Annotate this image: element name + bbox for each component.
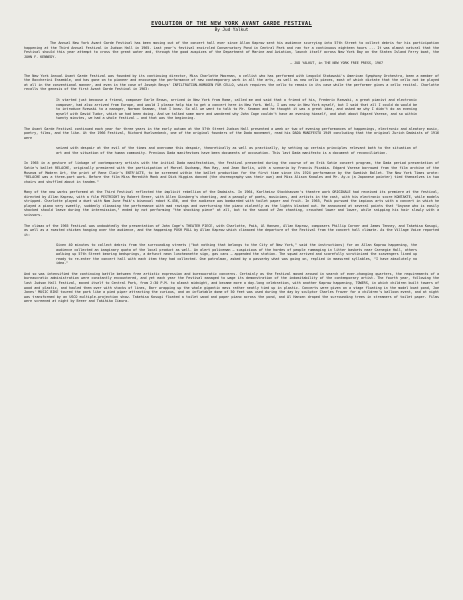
paragraph-founding: The New York Annual Avant Garde Festival was founded by its continuing director, Miss Charlotte Moorman, a cellist who has performed with Leopold Stokowski's American Symphony Orchestra, been a member of the Boccherini Ensemble, and has gone on to pioneer and encourage the performance of new contemporary work in all the arts, as well as new cello pieces, most of which dictate that the cello not be played at all in the conventional manner, and even in the case of Joseph Beuys' INFILTRATION-HOMOGEN FÜR CELLO, which requires the cello to remain in its case while the performer gives a cello recital. Charlotte recalls the genesis of the first Avant Garde Festival in 1963: <box>24 73 439 92</box>
quote-moorman: It started just because a friend, composer Earle Brown, arrived in New York from Rome, called me and said that a friend of his, Frederic Rzewski, a great pianist and electronic composer, had also arrived from Europe, and would I please help him to get a concert here in New York. Well, I was new in New York myself, but I said that all I could do would be to introduce Rzewski to a manager, Norman Seaman, that I knew. So all we went to talk to Mr. Seaman and he thought it was a great idea, and asked me why I didn't do an evening myself with David Tudor, which we had been doing. And we talked some more and wondered why John Cage couldn't have an evening himself, and what about Edgard Varese, and so within twenty minutes, we had a whole festival — and that was the beginning. <box>56 98 417 121</box>
paragraph-relache: In 1965 in a gesture of linkage of contemporary artists with the initial Dada manifestation, the Festival presented during the course of an Erik Satie concert program, the Dada period presentation of Satie's ballet RELACHE, originally premiered with the participation of Marcel Duchamp, Man Ray, and Jean Borlin, with a scenario by Francis Picabia. Edgard Varese borrowed from the film archive of the Museum of Modern Art, the print of Rene Clair's ENTR'ACTE, to be screened within the ballet production for the first time since its 1924 performance by the Swedish Ballet. The New York Times wrote: "RELACHE was a three-part work. Before the film Miss Meredith Monk and Dick Higgins danced (the choreography was their own) and Miss Alison Knowles and Mr. Ay-o (a Japanese painter) tied themselves in two chairs and shuffled about in tandem." <box>24 161 439 184</box>
quote-huelsenbeck: seized with despair at the evil of the times and overcame this despair, theoretically as well as practically, by setting up certain principles relevant both to the situation of art and the situation of the human community. Previous Dada manifestoes have been documents of accusation. This last Dada manifesto is a document of reconciliation. <box>56 146 417 155</box>
intro-citation: — JUD YALKUT, in THE NEW YORK FREE PRESS, 1967 <box>290 61 383 66</box>
author-byline: By Jud Yalkut <box>214 27 249 33</box>
paragraph-continuation: The Avant Garde Festival continued each year for three years in the early autumn at the 57th Street Judson Hall presented a week or two of evening performances of happenings, electronic and aleatory music, poetry, films, and the like. At the 1966 Festival, Richard Huelsenbeck, one of the original founders of the Dada movement, read his DADA MANIFESTO 1949 concluding that the original Zurich Dadaists of 1916 were <box>24 126 439 140</box>
paragraph-1965-climax: The climax of the 1965 Festival was undoubtedly the presentation of John Cage's THEATER PIECE, with Charlotte, Paik, Al Hansen, Allan Kaprow, composers Phillip Corner and James Tenney, and Takehisa Kosugi, as well as a roasted chicken hanging over the audience, and the happening PUSH PULL by Allan Kaprow which climaxed the departure of the Festival from the concert hall climate. As the Village Voice reported it: <box>24 223 439 237</box>
paragraph-third-festival: Many of the new works performed at the Third Festival reflected the implicit rebellion of the Dadaists. In 1964, Karlheinz Stockhausen's theatre work ORIGINALE had received its premiere at the festival, directed by Allan Kaprow, with a film PESTRIGHT by Robert Breer, with Allen Ginsberg's chanting, and a panoply of poets, musicians, and artists in the cast, with his electronic score KONTAKTE, while models stripped. Charlotte played a duet with Nam June Paik's bisexual robot K-456, and the audience was bombarded with toilet paper and fruit. In 1965, Paik pursued the impious arts with a concert in which he played a piano very sweetly, suddenly climaxing the performance with mad ravings and overturning the piano violently as the lights blacked out. He announced at several points that "Anyone who is easily shocked should leave during the intermission," ended by not performing "the shocking piece" at all, but to the sound of Zen chanting, crouched lower and lower, while snipping his hair slowly with a scissors. <box>24 190 439 217</box>
paragraph-central-park: And so was intensified the continuing battle between free artistic expression and bureaucratic concerns. Certainly as the Festival moved around in search of ever-changing quarters, the requirements of a bureaucratic administration were constantly encountered, and yet each year the Festival managed to wage its demonstration of the indomitability of the contemporary artist. The fourth year, following the last Judson Hall Festival, moved itself to Central Park, from 2:30 P.M. to almost midnight, and became more a day-long celebration, with another Kaprow happening, TOWERS, in which children built towers of wood and plastic, and hauled them over with stacks of lines, Barr wrapping up the whole gigantic mess rather neatly tied up in plastic. Concerts were given on a stage floating in the model boat pond, Joe Jones' MUSIC BIKE toured the park like a pied piper attracting the curious, and an inflatable dome of 50 feet was used during the day by sculptor Charles Frazer for a children's balloon event, and at night was transformed by an USCO multiple-projection show. Takehisa Kosugi floated a toilet wood and paper piano across the pond, and Al Hansen draped the surrounding trees in streamers of toilet paper. Films were screened at night by Breer and Takihiko Iimura. <box>24 271 439 304</box>
quote-village-voice: Given 40 minutes to collect debris from the surrounding streets ("but nothing that belongs to the City of New York," said the instructions) for an Allan Kaprow happening, the audience collected an imaginary quota of the local product as well. An alert policeman — suspicious of the hordes of people rummaging in litter baskets near Carnegie Hall, others walking up 57th Street bearing bedsprings, a defunct neon luncheonette sign, gas cans — appended the station. The squad arrived and scarefully scrutinized the scavengers lined up ready to re-enter the concert hall with each item they had collected. One patrolman, asked by a passerby what was going on, replied in measured syllables, "I have absolutely no idea." <box>56 243 417 266</box>
document-title: EVOLUTION OF THE NEW YORK AVANT GARDE FESTIVAL <box>151 21 312 27</box>
intro-paragraph: The Annual New York Avant Garde Festival has been moving out of the concert hall ever since Allan Kaprow sent his audience scurrying into 57th Street to collect debris for his participation happening at the Third Annual Festival in Judson Hall in 1965. Last year's festival encircled Conservatory Pond in Central Park and ran for a continuous eighteen hours ... It was almost natural that the Festival should this year attempt to cross the great water and, through the good auspices of the Department of Marine and Aviation, launch itself across New York Bay on the Staten Island Ferry boat, the JOHN F. KENNEDY. <box>24 41 439 59</box>
